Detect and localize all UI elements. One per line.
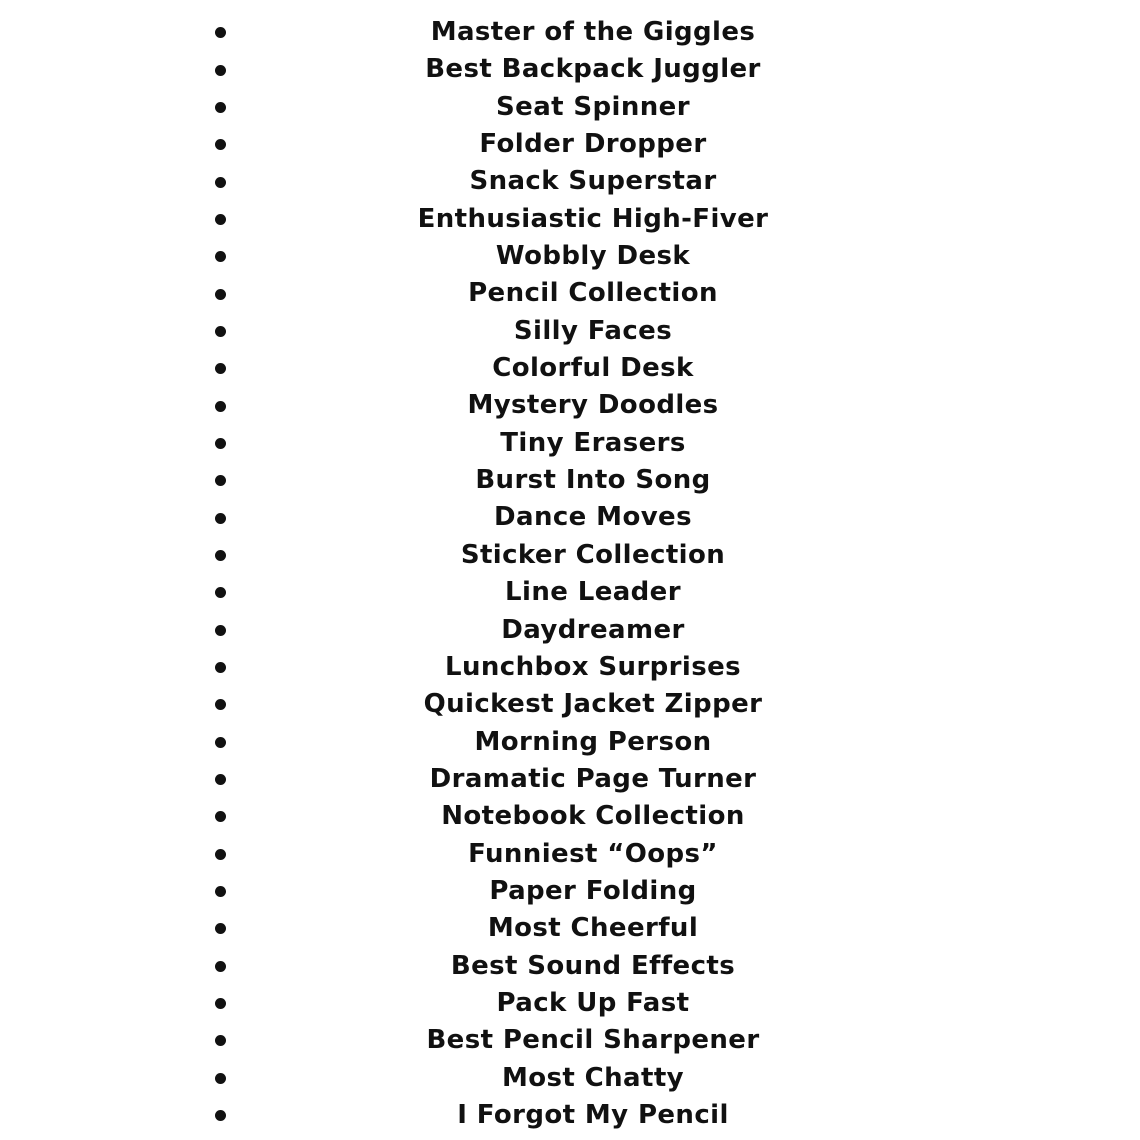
list-item [0,761,1140,798]
award-label: Folder Dropper [479,129,707,160]
award-label: Morning Person [474,726,712,757]
award-label: Dance Moves [494,502,692,533]
bullet-icon [215,662,226,673]
award-label: Best Pencil Sharpener [426,1025,760,1056]
list-item [0,612,1140,649]
list-item [0,51,1140,88]
award-label: Pack Up Fast [496,987,690,1018]
award-label: Pencil Collection [468,278,718,309]
bullet-icon [215,625,226,636]
award-label: Notebook Collection [441,801,745,832]
bullet-icon [215,550,226,561]
bullet-icon [215,923,226,934]
list-item [0,724,1140,761]
award-label: Best Backpack Juggler [425,54,761,85]
award-label: I Forgot My Pencil [457,1099,729,1130]
list-item [0,350,1140,387]
list-item [0,537,1140,574]
award-label: Mystery Doodles [467,390,719,421]
award-label: Dramatic Page Turner [429,763,757,794]
bullet-icon [215,811,226,822]
list-item [0,1060,1140,1097]
bullet-icon [215,699,226,710]
list-item [0,1097,1140,1134]
award-list [0,14,1140,1134]
list-item [0,649,1140,686]
bullet-icon [215,1035,226,1046]
list-item [0,798,1140,835]
award-label: Wobbly Desk [495,241,691,272]
list-item [0,873,1140,910]
list-item [0,425,1140,462]
award-label: Colorful Desk [492,353,694,384]
list-item [0,985,1140,1022]
list-item [0,499,1140,536]
award-label: Daydreamer [501,614,685,645]
list-item [0,686,1140,723]
award-label: Burst Into Song [475,465,711,496]
list-item [0,238,1140,275]
list-item [0,313,1140,350]
list-item [0,201,1140,238]
bullet-icon [215,363,226,374]
award-label: Enthusiastic High-Fiver [417,203,769,234]
list-item [0,126,1140,163]
award-label: Line Leader [505,577,681,608]
bullet-icon [215,1110,226,1121]
bullet-icon [215,886,226,897]
list-item [0,275,1140,312]
bullet-icon [215,774,226,785]
bullet-icon [215,961,226,972]
award-label: Best Sound Effects [450,950,736,981]
award-label: Lunchbox Surprises [445,651,741,682]
bullet-icon [215,737,226,748]
award-label: Tiny Erasers [500,427,686,458]
award-label: Seat Spinner [496,91,690,122]
award-label: Snack Superstar [469,166,717,197]
bullet-icon [215,177,226,188]
list-item [0,1022,1140,1059]
bullet-icon [215,998,226,1009]
bullet-icon [215,289,226,300]
award-label: Most Chatty [501,1062,685,1093]
award-label: Paper Folding [489,875,697,906]
award-label: Funniest “Oops” [468,838,718,869]
bullet-icon [215,139,226,150]
list-item [0,387,1140,424]
list-item [0,948,1140,985]
bullet-icon [215,587,226,598]
list-item [0,462,1140,499]
award-label: Silly Faces [513,315,673,346]
award-label: Sticker Collection [460,539,726,570]
bullet-icon [215,1073,226,1084]
bullet-icon [215,438,226,449]
bullet-icon [215,849,226,860]
list-item [0,836,1140,873]
bullet-icon [215,65,226,76]
bullet-icon [215,102,226,113]
award-label: Quickest Jacket Zipper [423,689,763,720]
bullet-icon [215,27,226,38]
bullet-icon [215,326,226,337]
list-item [0,910,1140,947]
list-item [0,89,1140,126]
bullet-icon [215,513,226,524]
award-label: Master of the Giggles [430,17,756,47]
award-label: Most Cheerful [487,913,699,944]
bullet-icon [215,214,226,225]
list-item [0,14,1140,51]
bullet-icon [215,251,226,262]
list-item [0,163,1140,200]
bullet-icon [215,475,226,486]
bullet-icon [215,401,226,412]
list-item [0,574,1140,611]
